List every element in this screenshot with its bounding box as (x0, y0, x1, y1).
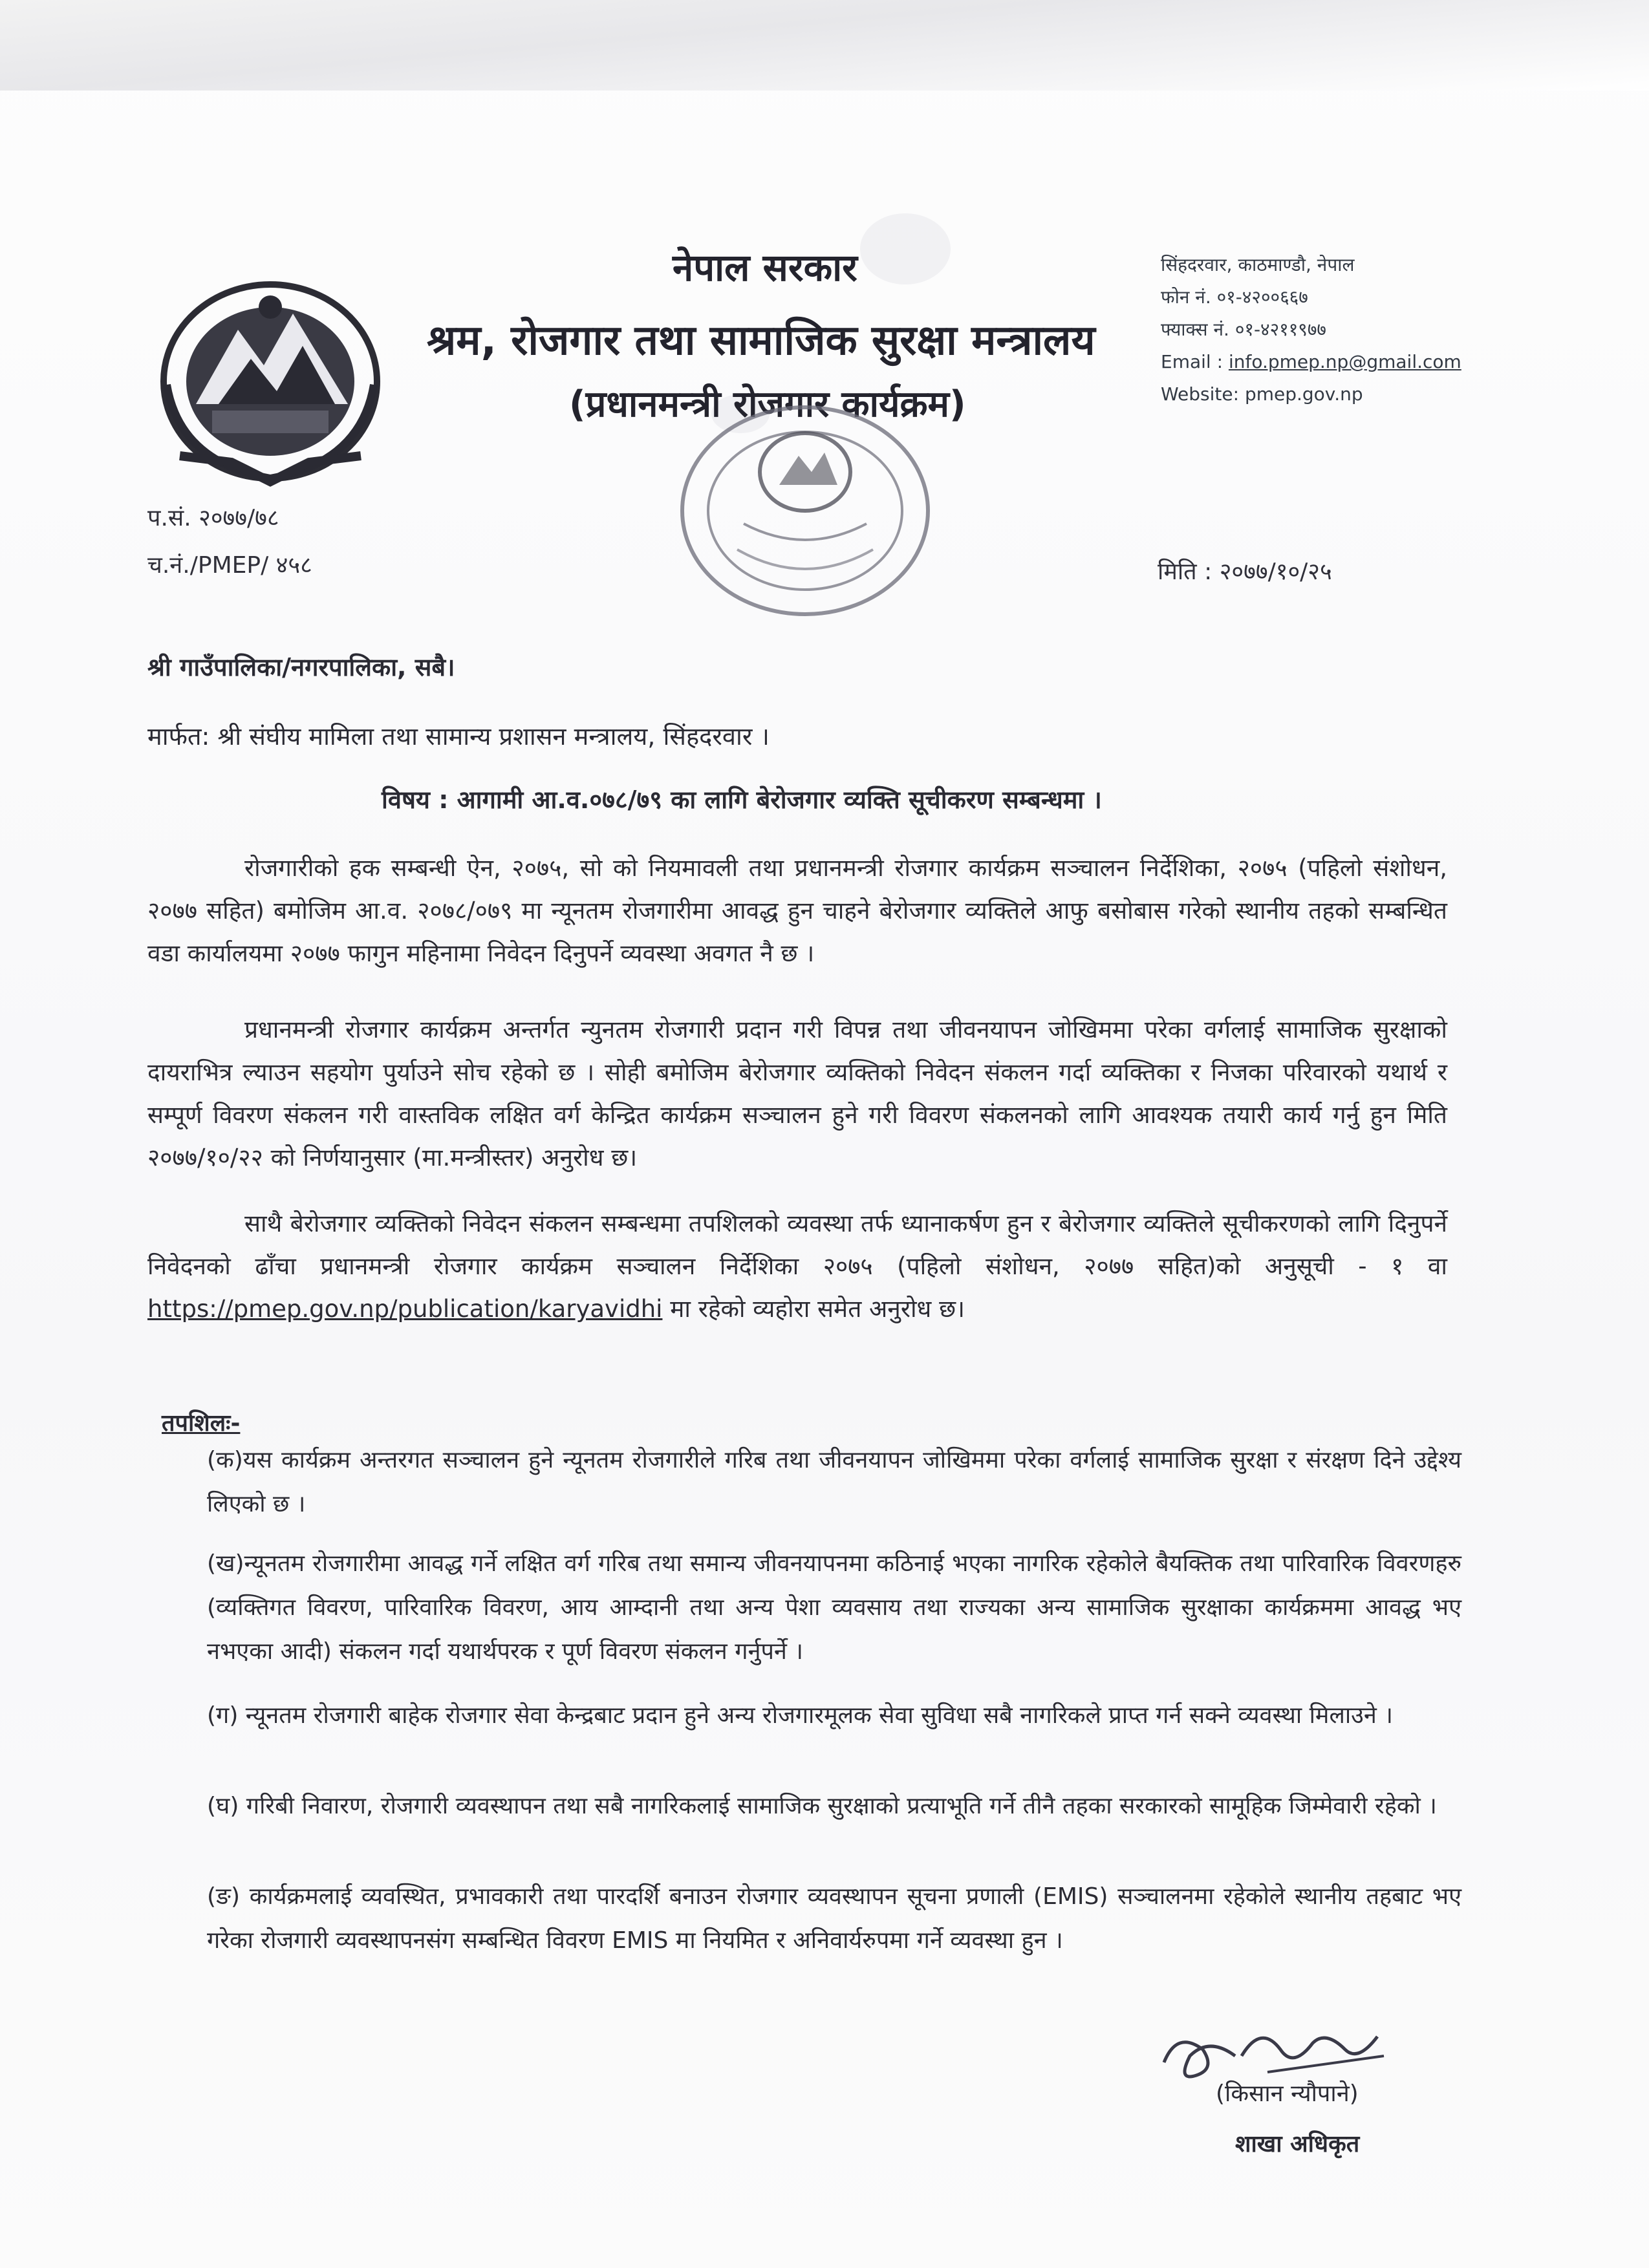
contact-phone: फोन नं. ०१-४२००६६७ (1161, 286, 1308, 308)
handwritten-signature-icon (1151, 2011, 1423, 2127)
paragraph-text: रोजगारीको हक सम्बन्धी ऐन, २०७५, सो को नियमावली तथा प्रधानमन्त्री रोजगार कार्यक्रम सञ्चालन निर्देशिका, २०७५ (पहिलो संशोधन, २०७७ सहित) बमोजिम आ.व. २०७८/०७९ मा न्यूनतम रोजगारीमा आवद्ध हुन चाहने बेरोजगार व्यक्तिले आफु बसोबास गरेको स्थानीय तहको सम्बन्धित वडा कार्यालयमा २०७७ फागुन महिनामा निवेदन दिनुपर्ने व्यवस्था अवगत नै छ । (147, 854, 1447, 967)
government-title: नेपाल सरकार (673, 246, 857, 290)
detail-item-nga: (ङ) कार्यक्रमलाई व्यवस्थित, प्रभावकारी तथा पारदर्शि बनाउन रोजगार व्यवस्थापन सूचना प्रणाली (EMIS) सञ्चालनमा रहेकोले स्थानीय तहबाट भए गरेका रोजगारी व्यवस्थापनसंग सम्बन्धित विवरण EMIS मा नियमित र अनिवार्यरुपमा गर्ने व्यवस्था हुन । (207, 1883, 1461, 1954)
contact-email-line (1161, 346, 1461, 378)
paper-fold-shadow (0, 0, 1649, 91)
email-link[interactable]: info.pmep.np@gmail.com (1228, 351, 1461, 372)
signer-designation: शाखा अधिकृत (1235, 2131, 1360, 2157)
body-paragraph-2 (147, 1009, 1447, 1179)
contact-website: Website: pmep.gov.np (1161, 383, 1363, 405)
paragraph-text: प्रधानमन्त्री रोजगार कार्यक्रम अन्तर्गत न्युनतम रोजगारी प्रदान गरी विपन्न तथा जीवनयापन जोखिममा परेका वर्गलाई सामाजिक सुरक्षाको दायराभित्र ल्याउन सहयोग पुर्याउने सोच रहेको छ । सोही बमोजिम बेरोजगार व्यक्तिको निवेदन संकलन गर्दा व्यक्तिका र निजका परिवारको यथार्थ र सम्पूर्ण विवरण संकलन गरी वास्तविक लक्षित वर्ग केन्द्रित कार्यक्रम सञ्चालन हुने गरी विवरण संकलनको लागि आवश्यक तयारी कार्य गर्नु हुन मिति २०७७/१०/२२ को निर्णयानुसार (मा.मन्त्रीस्तर) अनुरोध छ। (147, 1016, 1447, 1171)
detail-item-gha: (घ) गरिबी निवारण, रोजगारी व्यवस्थापन तथा सबै नागरिकलाई सामाजिक सुरक्षाको प्रत्याभूति गर्ने तीनै तहका सरकारको सामूहिक जिम्मेवारी रहेको । (207, 1793, 1437, 1819)
contact-fax: फ्याक्स नं. ०१-४२११९७७ (1161, 319, 1326, 340)
dispatch-number: च.नं./PMEP/ ४५८ (147, 552, 312, 579)
contact-block (1161, 249, 1461, 411)
official-stamp-icon (666, 394, 944, 627)
detail-item-ka: (क)यस कार्यक्रम अन्तरगत सञ्चालन हुने न्यूनतम रोजगारीले गरिब तथा जीवनयापन जोखिममा परेका वर्गलाई सामाजिक सुरक्षा र संरक्षण दिने उद्देश्य लिएको छ । (207, 1447, 1461, 1517)
program-title: (प्रधानमन्त्री रोजगार कार्यक्रम) (569, 383, 966, 425)
email-label: Email : (1161, 351, 1223, 372)
ministry-title: श्रम, रोजगार तथा सामाजिक सुरक्षा मन्त्रालय (427, 317, 1095, 365)
recipient-to: श्री गाउँपालिका/नगरपालिका, सबै। (147, 653, 455, 681)
paragraph-text: साथै बेरोजगार व्यक्तिको निवेदन संकलन सम्बन्धमा तपशिलको व्यवस्था तर्फ ध्यानाकर्षण हुन र बेरोजगार व्यक्तिले सूचीकरणको लागि दिनुपर्ने निवेदनको ढाँचा प्रधानमन्त्री रोजगार कार्यक्रम सञ्चालन निर्देशिका २०७५ (पहिलो संशोधन, २०७७ सहित)को अनुसूची - १ वा (147, 1210, 1447, 1280)
body-paragraph-3 (147, 1203, 1447, 1331)
body-paragraph-1 (147, 847, 1447, 975)
contact-address: सिंहदरवार, काठमाण्डौ, नेपाल (1161, 254, 1355, 275)
detail-item-kha: (ख)न्यूनतम रोजगारीमा आवद्ध गर्ने लक्षित वर्ग गरिब तथा समान्य जीवनयापनमा कठिनाई भएका नागरिक रहेकोले बैयक्तिक तथा पारिवारिक विवरणहरु (व्यक्तिगत विवरण, पारिवारिक विवरण, आय आम्दानी तथा अन्य पेशा व्यवसाय तथा राज्यका अन्य सामाजिक सुरक्षाका कार्यक्रममा आवद्ध भए नभएका आदी) संकलन गर्दा यथार्थपरक र पूर्ण विवरण संकलन गर्नुपर्ने । (207, 1550, 1461, 1665)
letter-date: मिति : २०७७/१०/२५ (1158, 559, 1332, 585)
paragraph-text-end: मा रहेको व्यहोरा समेत अनुरोध छ। (670, 1295, 965, 1323)
letter-subject: विषय : आगामी आ.व.०७८/७९ का लागि बेरोजगार व्यक्ति सूचीकरण सम्बन्धमा । (382, 786, 1102, 814)
karyavidhi-link[interactable]: https://pmep.gov.np/publication/karyavidhi (147, 1295, 663, 1323)
signer-name: (किसान न्यौपाने) (1216, 2081, 1359, 2107)
recipient-via: मार्फत: श्री संघीय मामिला तथा सामान्य प्रशासन मन्त्रालय, सिंहदरवार । (147, 722, 770, 751)
detail-item-ga: (ग) न्यूनतम रोजगारी बाहेक रोजगार सेवा केन्द्रबाट प्रदान हुने अन्य रोजगारमूलक सेवा सुविधा सबै नागरिकले प्राप्त गर्न सक्ने व्यवस्था मिलाउने । (207, 1702, 1393, 1729)
details-heading: तपशिलः- (162, 1410, 241, 1437)
nepal-emblem-icon (141, 268, 400, 488)
fiscal-year-ref: प.सं. २०७७/७८ (147, 505, 279, 531)
